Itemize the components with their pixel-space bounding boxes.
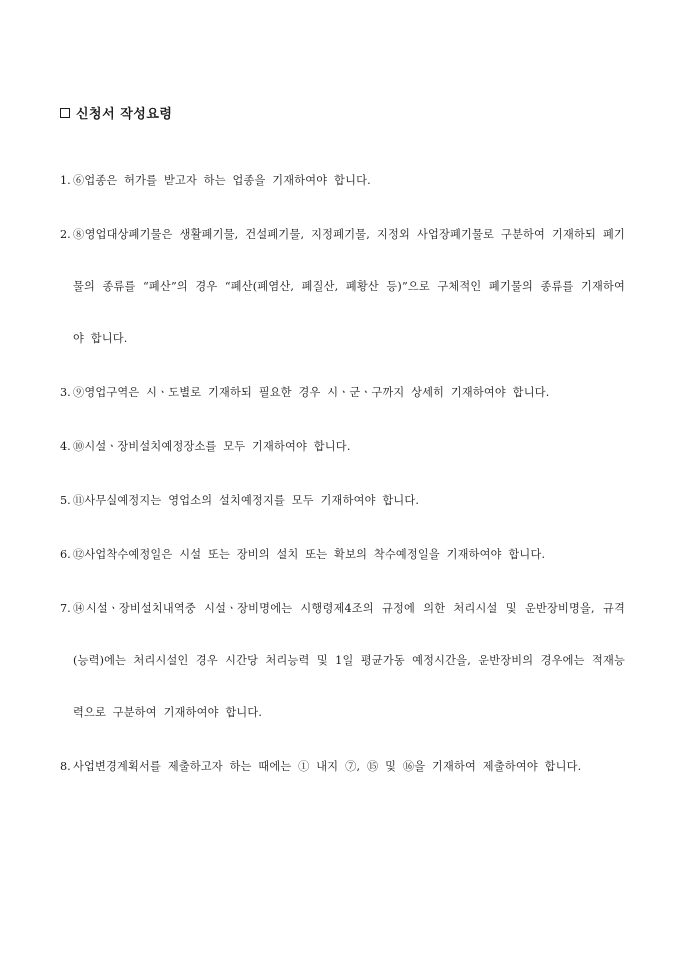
item-number: 7.	[60, 602, 71, 615]
list-item	[60, 155, 625, 207]
section-title: 신청서 작성요령	[76, 107, 173, 122]
list-item	[60, 583, 625, 739]
instruction-list	[60, 155, 625, 795]
section-heading	[60, 103, 172, 122]
item-number: 4.	[60, 440, 71, 453]
item-text: ⑪사무실예정지는 영업소의 설치예정지를 모두 기재하여야 합니다.	[73, 494, 420, 507]
item-number: 1.	[60, 174, 71, 187]
item-number: 3.	[60, 386, 71, 399]
item-number: 6.	[60, 548, 71, 561]
item-text: ⑭시설ㆍ장비설치내역중 시설ㆍ장비명에는 시행령제4조의 규정에 의한 처리시설 및 운반장비명을, 규격(능력)에는 처리시설인 경우 시간당 처리능력 및 1일 평균가동 예정시간을, 운반장비의 경우에는 적재능력으로 구분하여 기재하여야 합니다.	[73, 602, 625, 719]
list-item	[60, 367, 625, 419]
list-item	[60, 421, 625, 473]
item-text: 사업변경계획서를 제출하고자 하는 때에는 ① 내지 ⑦, ⑮ 및 ⑯을 기재하여 제출하여야 합니다.	[73, 760, 582, 773]
item-text: ⑫사업착수예정일은 시설 또는 장비의 설치 또는 확보의 착수예정일을 기재하여야 합니다.	[73, 548, 546, 561]
item-text: ⑩시설ㆍ장비설치예정장소를 모두 기재하여야 합니다.	[73, 440, 351, 453]
item-text: ⑥업종은 허가를 받고자 하는 업종을 기재하여야 합니다.	[73, 174, 371, 187]
list-item	[60, 529, 625, 581]
item-text: ⑧영업대상폐기물은 생활폐기물, 건설폐기물, 지정폐기물, 지정외 사업장폐기물로 구분하여 기재하되 폐기물의 종류를 “폐산”의 경우 “폐산(폐염산, 폐질산, 폐황산 등)”으로 구체적인 폐기물의 종류를 기재하여야 합니다.	[73, 228, 625, 345]
list-item	[60, 475, 625, 527]
item-number: 8.	[60, 760, 71, 773]
empty-square-icon	[60, 108, 70, 118]
item-number: 2.	[60, 228, 71, 241]
item-number: 5.	[60, 494, 71, 507]
list-item	[60, 209, 625, 365]
list-item	[60, 741, 625, 793]
item-text: ⑨영업구역은 시ㆍ도별로 기재하되 필요한 경우 시ㆍ군ㆍ구까지 상세히 기재하여야 합니다.	[73, 386, 550, 399]
